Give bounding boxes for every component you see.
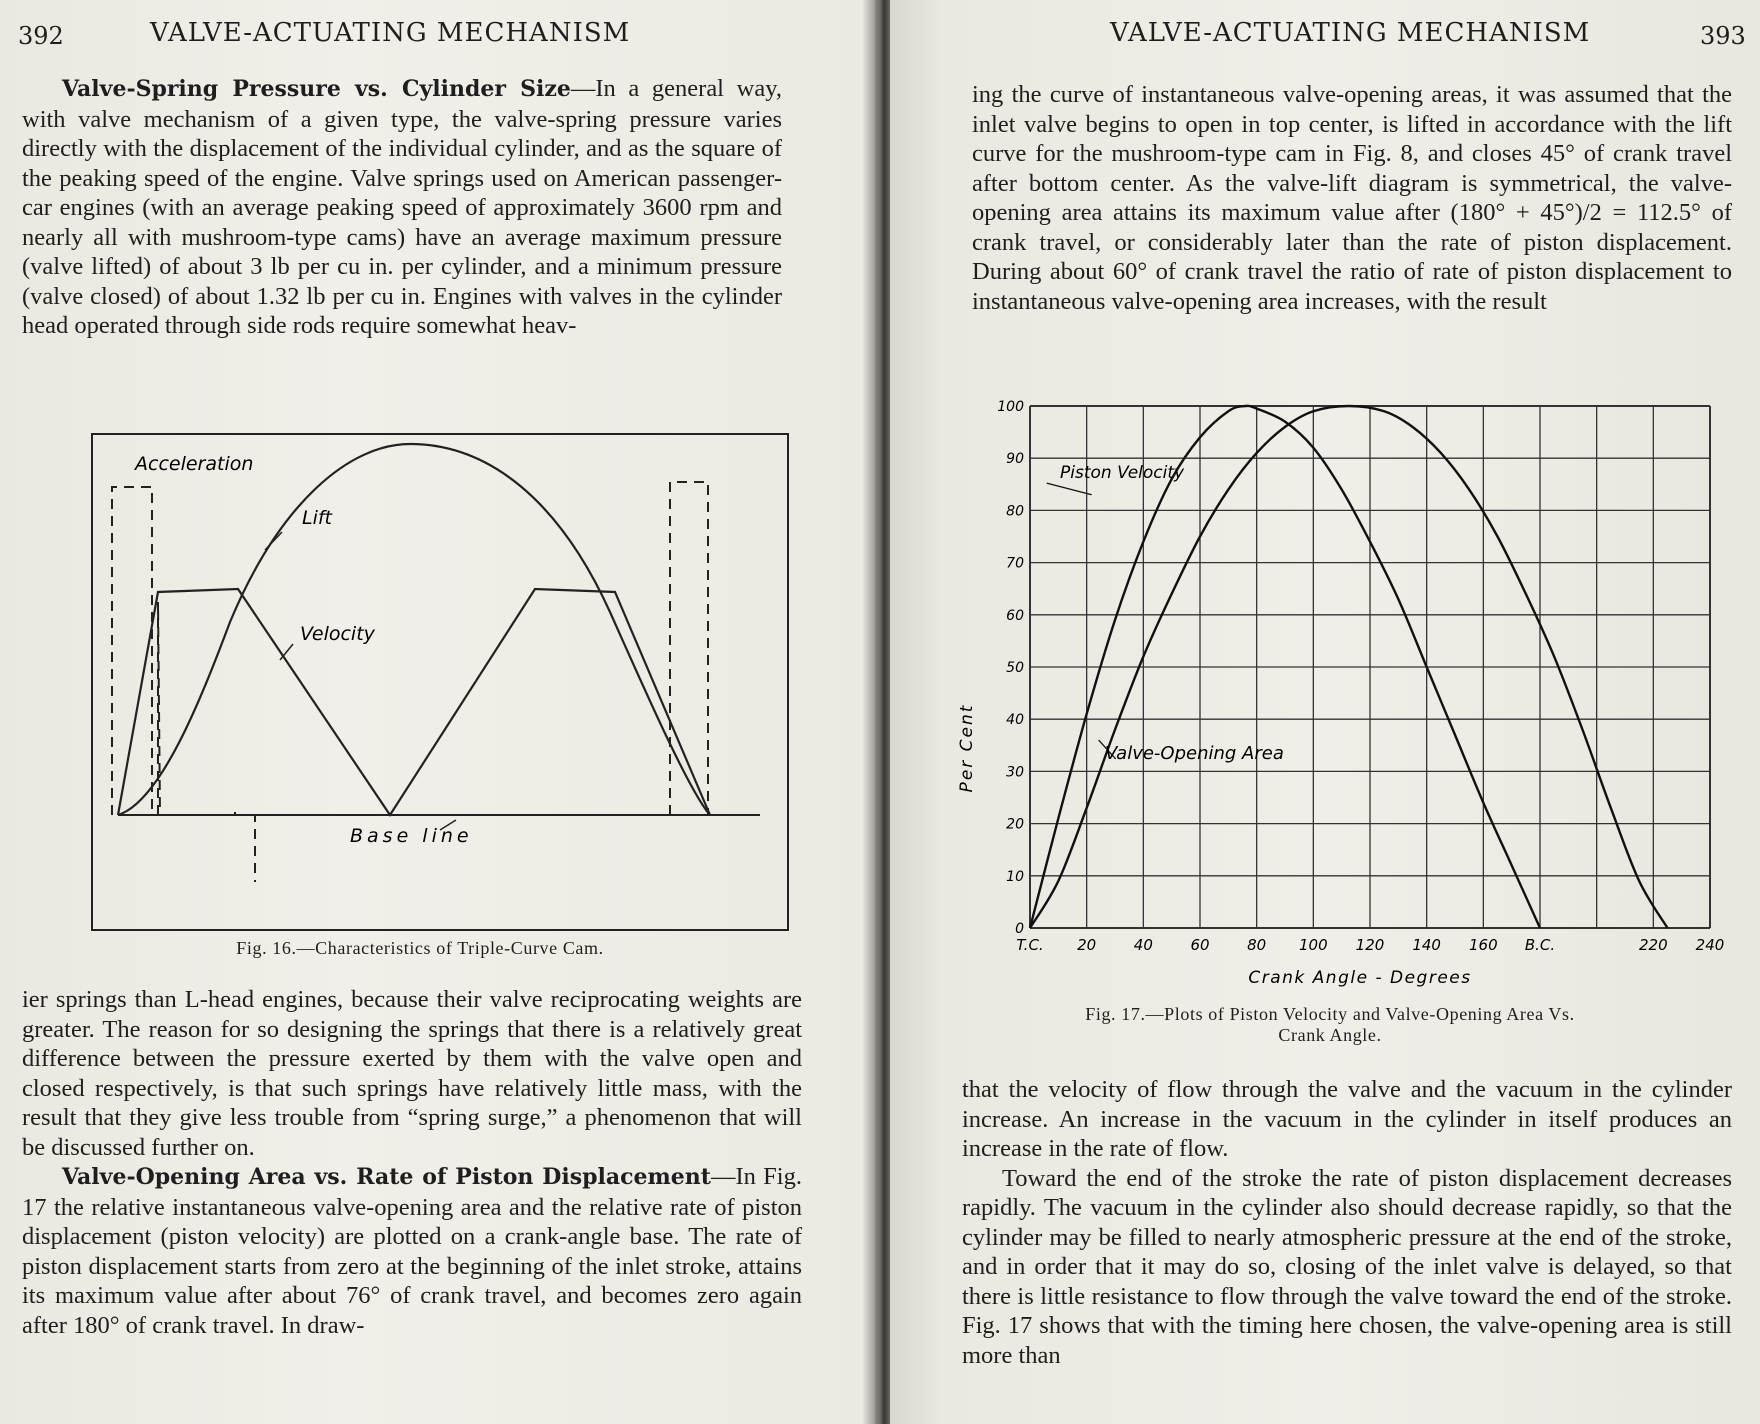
figure-16-diagram [90, 422, 790, 932]
x-tick-label: B.C. [1524, 936, 1556, 954]
x-tick-label: T.C. [1016, 936, 1044, 954]
x-tick-label: 60 [1190, 936, 1210, 954]
chart-grid [1030, 406, 1710, 928]
x-tick-label: 100 [1299, 936, 1328, 954]
y-tick-label: 90 [1006, 451, 1024, 468]
acceleration-step-left [158, 602, 160, 815]
left-paragraph-2 [22, 985, 802, 1340]
figure-17-caption [930, 1004, 1730, 1046]
acceleration-base-left [160, 807, 235, 815]
y-tick-label: 20 [1006, 816, 1024, 833]
right-para2-text: that the velocity of flow through the valve and the vacuum in the cylinder increase. An increase in the vacuum in the cylinder in itself produces an increase in the rate of flow. [962, 1076, 1732, 1162]
left-para3-heading: Valve-Opening Area vs. Rate of Piston Displacement [62, 1164, 711, 1190]
legend-piston: Piston Velocity [1060, 463, 1185, 483]
right-running-header: VALVE-ACTUATING MECHANISM [1110, 18, 1591, 48]
x-tick-label: 40 [1133, 936, 1153, 954]
figure-17-caption-line2: Crank Angle. [1278, 1025, 1382, 1045]
x-tick-label: 240 [1695, 936, 1725, 954]
right-page [890, 0, 1760, 1424]
x-tick-label: 160 [1469, 936, 1498, 954]
left-para2-text: ier springs than L-head engines, because their valve reciprocating weights are greater. The reason for so designing the springs that there is a relatively great difference between the pressure exerted by them with the valve open and closed respectively, is that such springs have relatively little mass, with the result that they give less trouble from “spring surge,” a phenomenon that will be discussed further on. [22, 986, 802, 1161]
acceleration-negative [235, 815, 255, 882]
y-tick-label: 80 [1006, 503, 1024, 520]
y-tick-label: 0 [1015, 921, 1024, 937]
left-para3-text: —In Fig. 17 the relative instantaneous valve-opening area and the relative rate of piston displacement (piston velocity) are plotted on a crank-angle base. The rate of piston displacement starts from zero at the beginning of the inlet stroke, attains its maximum value after about 76° of crank travel, and becomes zero again after 180° of crank travel. In draw- [22, 1163, 802, 1339]
figure-16-caption: Fig. 16.—Characteristics of Triple-Curve Cam. [236, 938, 604, 958]
right-para3-text: Toward the end of the stroke the rate of piston displacement decreases rapidly. The vacuum in the cylinder also should decrease rapidly, so that the cylinder may be filled to nearly atmospheric pressure at the end of the stroke, and in order that it may do so, closing of the inlet valve is delayed, so that there is little resistance to flow through the valve toward the end of the stroke. Fig. 17 shows that with the timing here chosen, the valve-opening area is still more than [962, 1164, 1732, 1369]
label-lift: Lift [302, 507, 333, 529]
right-para1-text: ing the curve of instantaneous valve-opening areas, it was assumed that the inlet valve begins to open in top center, is lifted in accordance with the lift curve for the mushroom-type cam in Fig. 8, and closes 45° of crank travel after bottom center. As the valve-lift diagram is symmetrical, the valve-opening area attains its maximum value after (180° + 45°)/2 = 112.5° of crank travel, or considerably later than the rate of piston displacement. During about 60° of crank travel the ratio of rate of piston displacement to instantaneous valve-opening area increases, with the result [972, 81, 1732, 315]
y-tick-label: 50 [1006, 660, 1024, 676]
x-tick-label: 80 [1247, 936, 1267, 954]
label-acceleration: Acceleration [135, 453, 254, 475]
acceleration-curve-left [112, 487, 152, 815]
x-tick-labels [1016, 936, 1724, 954]
left-paragraph-1 [22, 74, 782, 341]
left-page [0, 0, 875, 1424]
x-tick-label: 220 [1639, 936, 1668, 954]
right-page-number: 393 [1700, 22, 1746, 50]
y-tick-label: 30 [1006, 764, 1024, 781]
y-axis-label: Per Cent [957, 703, 977, 793]
lift-curve [118, 444, 710, 815]
figure-17-chart [957, 398, 1740, 998]
leader-piston [1047, 483, 1092, 495]
figure-17 [957, 398, 1740, 998]
left-page-number: 392 [18, 22, 64, 50]
y-tick-label: 40 [1006, 712, 1024, 729]
figure-16-frame [92, 434, 788, 930]
y-tick-label: 60 [1006, 607, 1024, 624]
figure-16 [90, 422, 790, 932]
legend-valve: Valve-Opening Area [1105, 743, 1284, 764]
left-para1-text: —In a general way, with valve mechanism of a given type, the valve-spring pressure varies directly with the displacement of the individual cylinder, and as the square of the peaking speed of the engine. Valve springs used on American passenger-car engines (with an average peaking speed of approximately 3600 rpm and nearly all with mushroom-type cams) have an average maximum pressure (valve lifted) of about 3 lb per cu in. per cylinder, and a minimum pressure (valve closed) of about 1.32 lb per cu in. Engines with valves in the cylinder head operated through side rods require somewhat heav- [22, 75, 782, 339]
y-tick-label: 100 [997, 399, 1024, 415]
label-base-line: Base line [350, 825, 473, 847]
y-tick-label: 70 [1006, 555, 1024, 572]
x-tick-label: 20 [1077, 936, 1097, 954]
y-tick-labels [997, 399, 1024, 937]
x-tick-label: 140 [1412, 936, 1441, 954]
figure-17-caption-line1: Fig. 17.—Plots of Piston Velocity and Valve-Opening Area Vs. [1085, 1004, 1575, 1024]
left-para1-heading: Valve-Spring Pressure vs. Cylinder Size [62, 76, 571, 102]
left-running-header: VALVE-ACTUATING MECHANISM [150, 18, 631, 48]
x-axis-label: Crank Angle - Degrees [1248, 968, 1472, 988]
right-paragraph-1 [972, 80, 1732, 316]
y-tick-label: 10 [1006, 868, 1024, 885]
right-paragraph-2 [962, 1075, 1732, 1370]
velocity-curve [118, 589, 710, 815]
x-tick-label: 120 [1355, 936, 1385, 954]
label-velocity: Velocity [300, 623, 375, 645]
